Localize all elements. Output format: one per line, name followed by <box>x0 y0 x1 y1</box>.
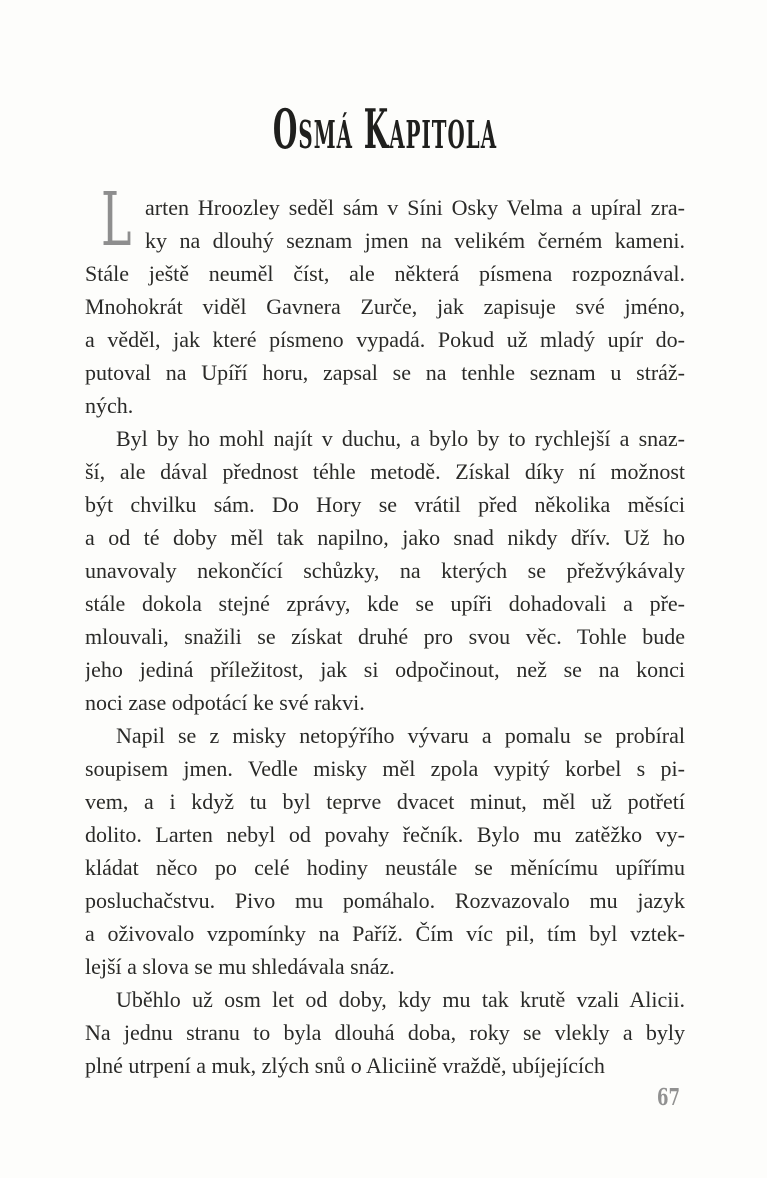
text-line: ky na dlouhý seznam jmen na velikém černém kameni. <box>145 228 685 253</box>
text-line: dolito. Larten nebyl od povahy řečník. Bylo mu zatěžko vy- <box>85 822 685 847</box>
text-line: Uběhlo už osm let od doby, kdy mu tak krutě vzali Alicii. <box>116 987 685 1012</box>
text-line: putoval na Upíří horu, zapsal se na tenhle seznam u stráž- <box>85 360 685 385</box>
chapter-title: Osmá Kapitola <box>272 97 498 161</box>
text-line: stále dokola stejné zprávy, kde se upíři dohadovali a pře- <box>85 591 685 616</box>
text-line: Byl by ho mohl najít v duchu, a bylo by to rychlejší a snaz- <box>116 426 685 451</box>
text-line: kládat něco po celé hodiny neustále se měnícímu upířímu <box>85 855 685 880</box>
page-number: 67 <box>656 1084 680 1111</box>
text-line: Napil se z misky netopýřího vývaru a pomalu se probíral <box>116 723 685 748</box>
text-line: Na jednu stranu to byla dlouhá doba, roky se vlekly a byly <box>85 1020 685 1045</box>
paragraph <box>85 177 685 422</box>
body-text <box>85 177 685 1082</box>
text-line: soupisem jmen. Vedle misky měl zpola vypitý korbel s pi- <box>85 756 685 781</box>
text-line: jeho jediná příležitost, jak si odpočinout, než se na konci <box>85 657 685 682</box>
paragraph <box>85 422 685 719</box>
text-line: vem, a i když tu byl teprve dvacet minut, měl už potřetí <box>85 789 685 814</box>
text-line: lejší a slova se mu shledávala snáz. <box>85 954 395 979</box>
text-line: mlouvali, snažili se získat druhé pro svou věc. Tohle bude <box>85 624 685 649</box>
text-line: ší, ale dával přednost téhle metodě. Získal díky ní možnost <box>85 459 685 484</box>
text-line: a věděl, jak které písmeno vypadá. Pokud už mladý upír do- <box>85 327 685 352</box>
text-line: unavovaly nekončící schůzky, na kterých se přežvýkávaly <box>85 558 685 583</box>
paragraph <box>85 983 685 1082</box>
text-line: Mnohokrát viděl Gavnera Zurče, jak zapisuje své jméno, <box>85 294 685 319</box>
paragraph <box>85 719 685 983</box>
text-line: Stále ještě neuměl číst, ale některá písmena rozpoznával. <box>85 261 685 286</box>
text-line: plné utrpení a muk, zlých snů o Aliciině vraždě, ubíjejících <box>85 1053 605 1078</box>
text-line: posluchačstvu. Pivo mu pomáhalo. Rozvazovalo mu jazyk <box>85 888 685 913</box>
text-line: a oživovalo vzpomínky na Paříž. Čím víc pil, tím byl vztek- <box>85 921 685 946</box>
text-line: noci zase odpotácí ke své rakvi. <box>85 690 365 715</box>
drop-cap-letter: L <box>101 177 132 263</box>
text-line: být chvilku sám. Do Hory se vrátil před několika měsíci <box>85 492 685 517</box>
text-line: a od té doby měl tak napilno, jako snad nikdy dřív. Už ho <box>85 525 685 550</box>
text-line: arten Hroozley seděl sám v Síni Osky Velma a upíral zra- <box>145 195 685 220</box>
drop-cap <box>101 177 137 263</box>
text-line: ných. <box>85 393 134 418</box>
